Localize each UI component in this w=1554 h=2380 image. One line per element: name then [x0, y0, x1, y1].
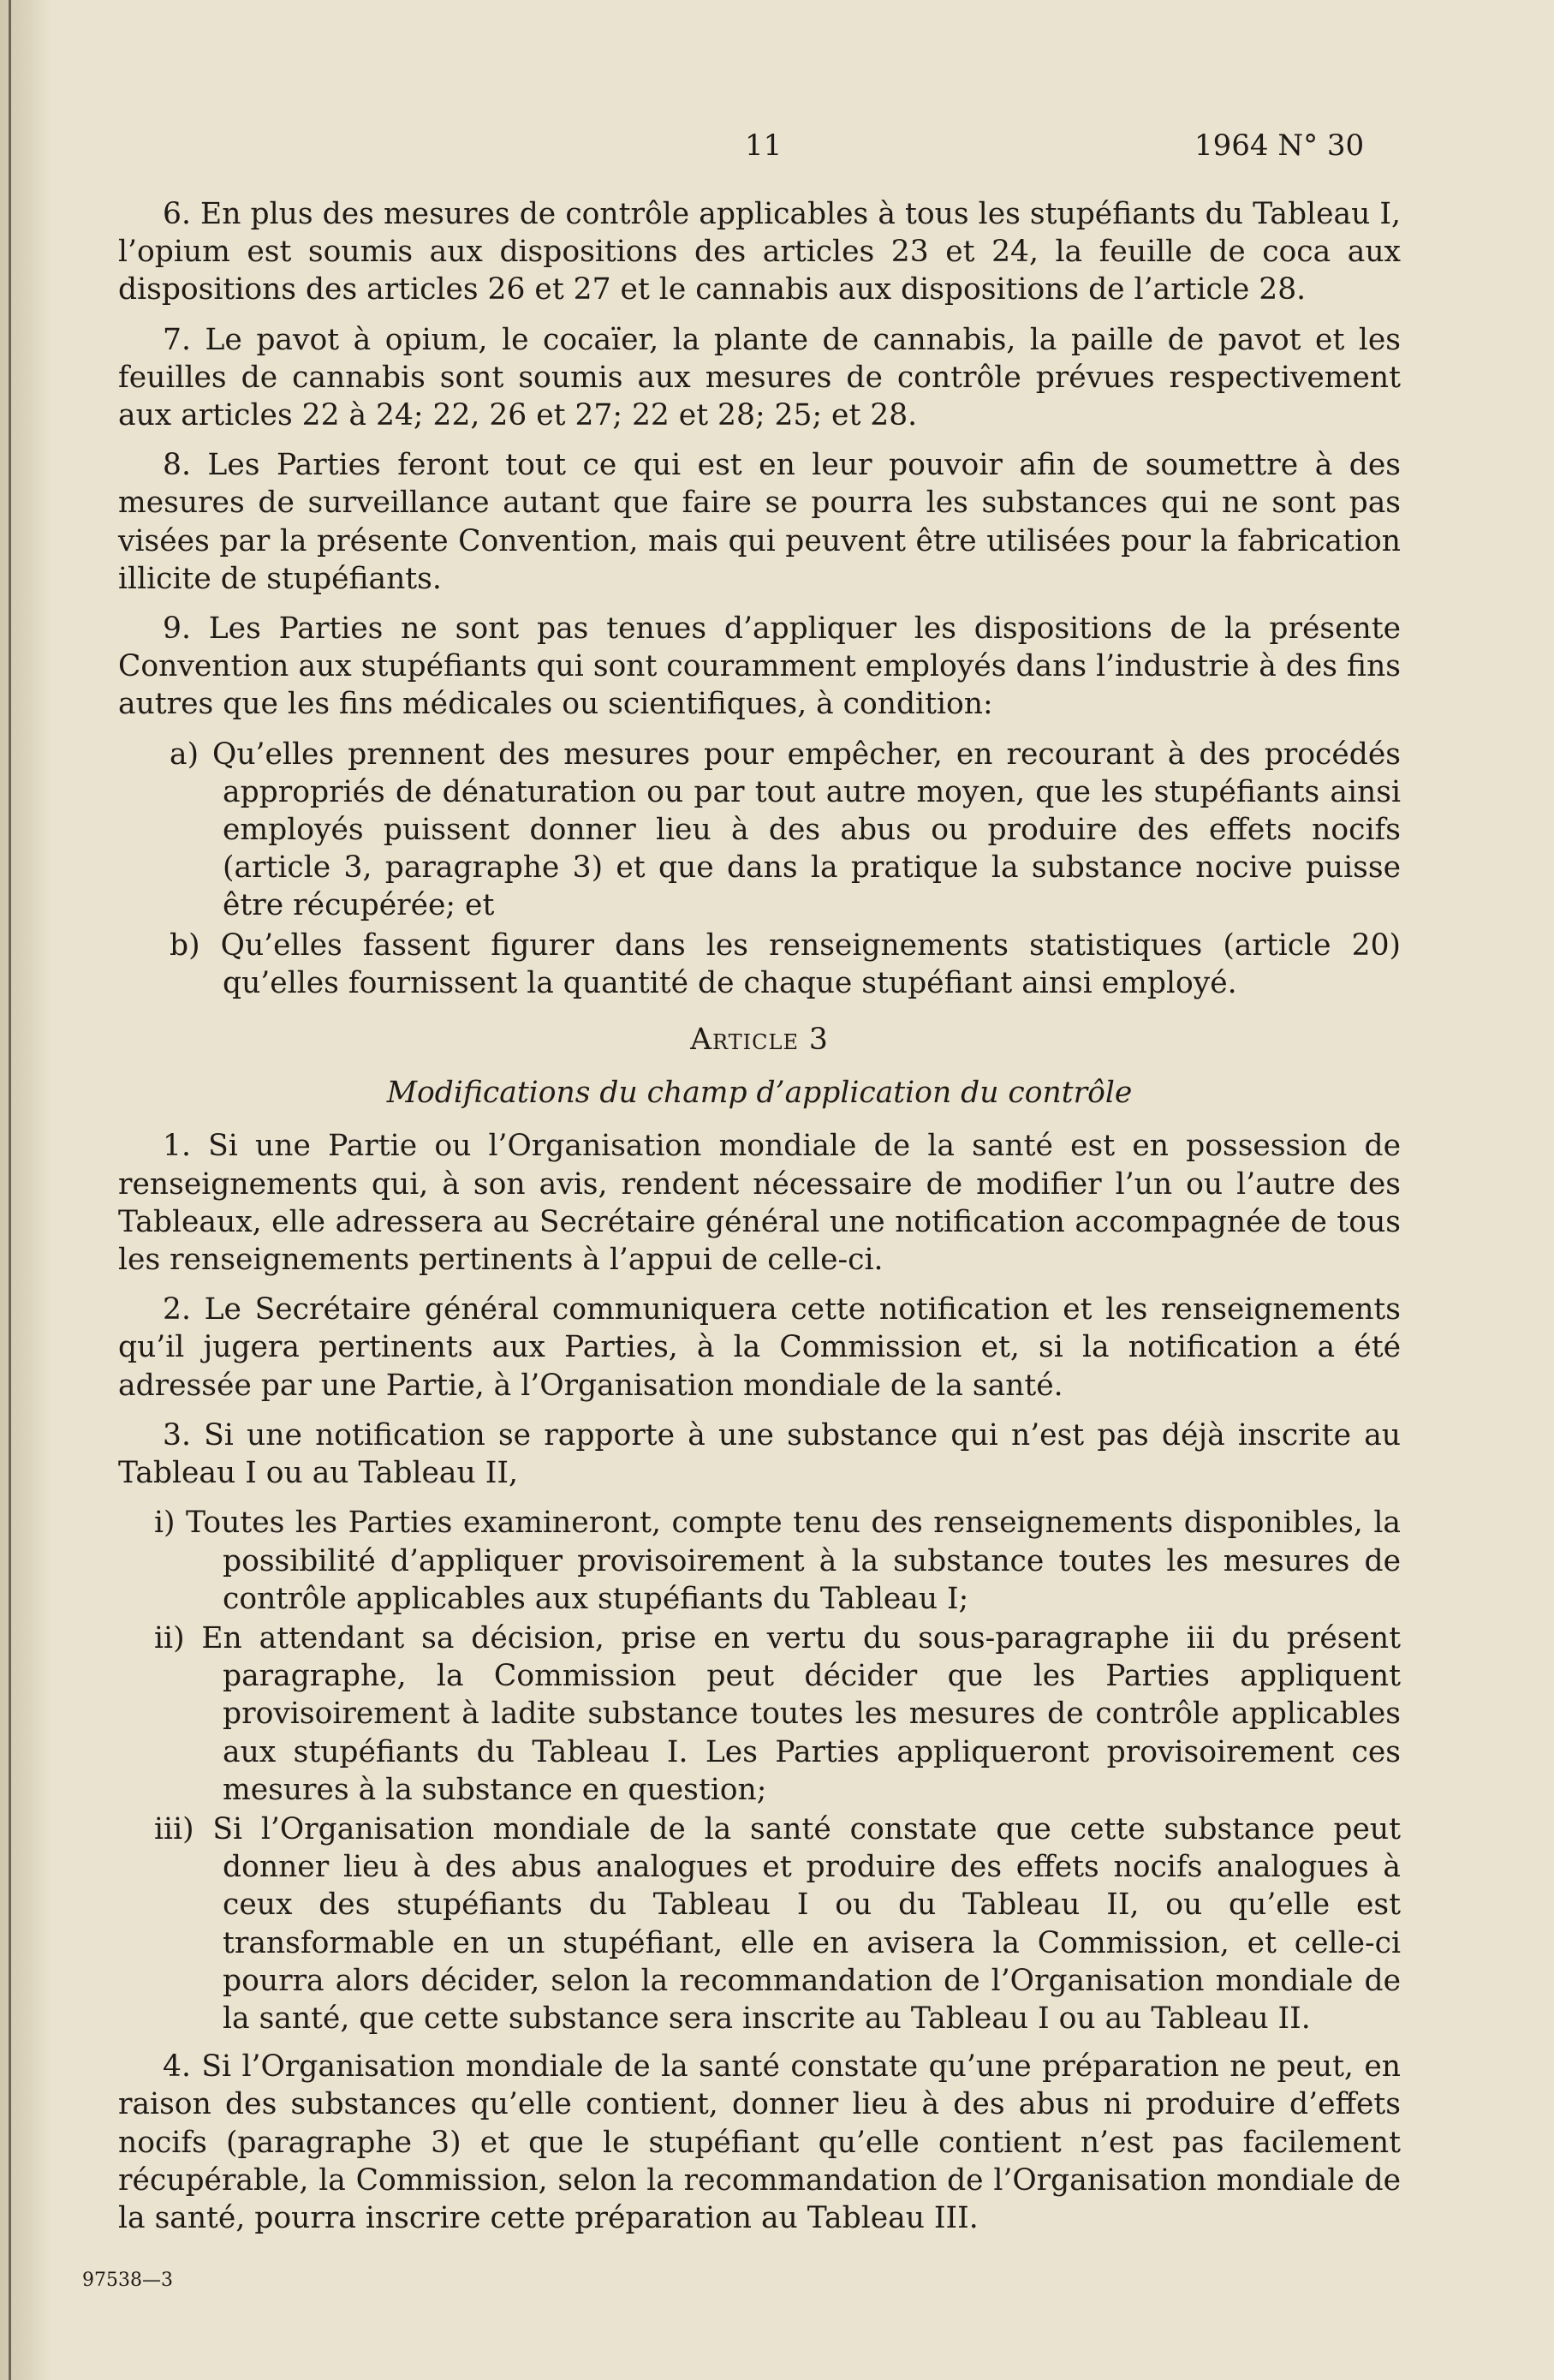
document-body	[118, 195, 1401, 2249]
year-issue: 1964 N° 30	[1194, 128, 1365, 163]
subparagraph-3ii: ii) En attendant sa décision, prise en vertu du sous-paragraphe iii du présent paragraphe, la Commission peut décider que les Parties appliquent provisoirement à ladite substance toutes les mesures de contrôle applicables aux stupéfiants du Tableau I. Les Parties appliqueront provisoirement ces mesures à la substance en question;	[154, 1620, 1401, 1807]
subparagraph-3iii: iii) Si l’Organisation mondiale de la santé constate que cette substance peut donner lieu à des abus analogues et produire des effets nocifs analogues à ceux des stupéfiants du Tableau I ou du Tableau II, ou qu’elle est transformable en un stupéfiant, elle en avisera la Commission, et celle-ci pourra alors décider, selon la recommandation de l’Organisation mondiale de la santé, que cette substance sera inscrite au Tableau I ou au Tableau II.	[154, 1811, 1401, 2036]
paragraph-9: 9. Les Parties ne sont pas tenues d’appliquer les dispositions de la présente Convention aux stupéfiants qui sont couramment employés dans l’industrie à des fins autres que les fins médicales ou scientifiques, à condition:	[118, 611, 1401, 722]
subparagraph-9a: a) Qu’elles prennent des mesures pour empêcher, en recourant à des procédés appropriés de dénaturation ou par tout autre moyen, que les stupéfiants ainsi employés puissent donner lieu à des abus ou produire des effets nocifs (article 3, paragraphe 3) et que dans la pratique la substance nocive puisse être récupérée; et	[170, 737, 1401, 923]
article-paragraph-4: 4. Si l’Organisation mondiale de la santé constate qu’une préparation ne peut, en raison des substances qu’elle contient, donner lieu à des abus ni produire d’effets nocifs (paragraphe 3) et que le stupéfiant qu’elle contient n’est pas facilement récupérable, la Commission, selon la recommandation de l’Organisation mondiale de la santé, pourra inscrire cette préparation au Tableau III.	[118, 2049, 1401, 2235]
article-paragraph-1: 1. Si une Partie ou l’Organisation mondiale de la santé est en possession de renseignements qui, à son avis, rendent nécessaire de modifier l’un ou l’autre des Tableaux, elle adressera au Secrétaire général une notification accompagnée de tous les renseignements pertinents à l’appui de celle-ci.	[118, 1129, 1401, 1278]
page-number: 11	[745, 128, 783, 163]
article-subtitle: Modifications du champ d’application du contrôle	[386, 1076, 1133, 1111]
subparagraph-9b: b) Qu’elles fassent figurer dans les renseignements statistiques (article 20) qu’elles fournissent la quantité de chaque stupéfiant ainsi employé.	[170, 928, 1401, 1000]
binding-edge	[9, 0, 11, 2380]
article-paragraph-2: 2. Le Secrétaire général communiquera cette notification et les renseignements qu’il jugera pertinents aux Parties, à la Commission et, si la notification a été adressée par une Partie, à l’Organisation mondiale de la santé.	[118, 1292, 1401, 1403]
page-header	[0, 128, 1554, 171]
subparagraph-3i: i) Toutes les Parties examineront, compte tenu des renseignements disponibles, la possibilité d’appliquer provisoirement à la substance toutes les mesures de contrôle applicables aux stupéfiants du Tableau I;	[154, 1506, 1401, 1616]
paragraph-7: 7. Le pavot à opium, le cocaïer, la plante de cannabis, la paille de pavot et les feuilles de cannabis sont soumis aux mesures de contrôle prévues respectivement aux articles 22 à 24; 22, 26 et 27; 22 et 28; 25; et 28.	[118, 322, 1401, 433]
article-paragraph-3: 3. Si une notification se rapporte à une substance qui n’est pas déjà inscrite au Tableau I ou au Tableau II,	[118, 1417, 1401, 1491]
print-code: 97538—3	[82, 2270, 173, 2291]
article-title: Article 3	[690, 1023, 829, 1058]
page-gutter-shadow	[0, 0, 51, 2380]
paragraph-6: 6. En plus des mesures de contrôle applicables à tous les stupéfiants du Tableau I, l’opium est soumis aux dispositions des articles 23 et 24, la feuille de coca aux dispositions des articles 26 et 27 et le cannabis aux dispositions de l’article 28.	[118, 197, 1401, 307]
paragraph-8: 8. Les Parties feront tout ce qui est en leur pouvoir afin de soumettre à des mesures de surveillance autant que faire se pourra les substances qui ne sont pas visées par la présente Convention, mais qui peuvent être utilisées pour la fabrication illicite de stupéfiants.	[118, 448, 1401, 596]
